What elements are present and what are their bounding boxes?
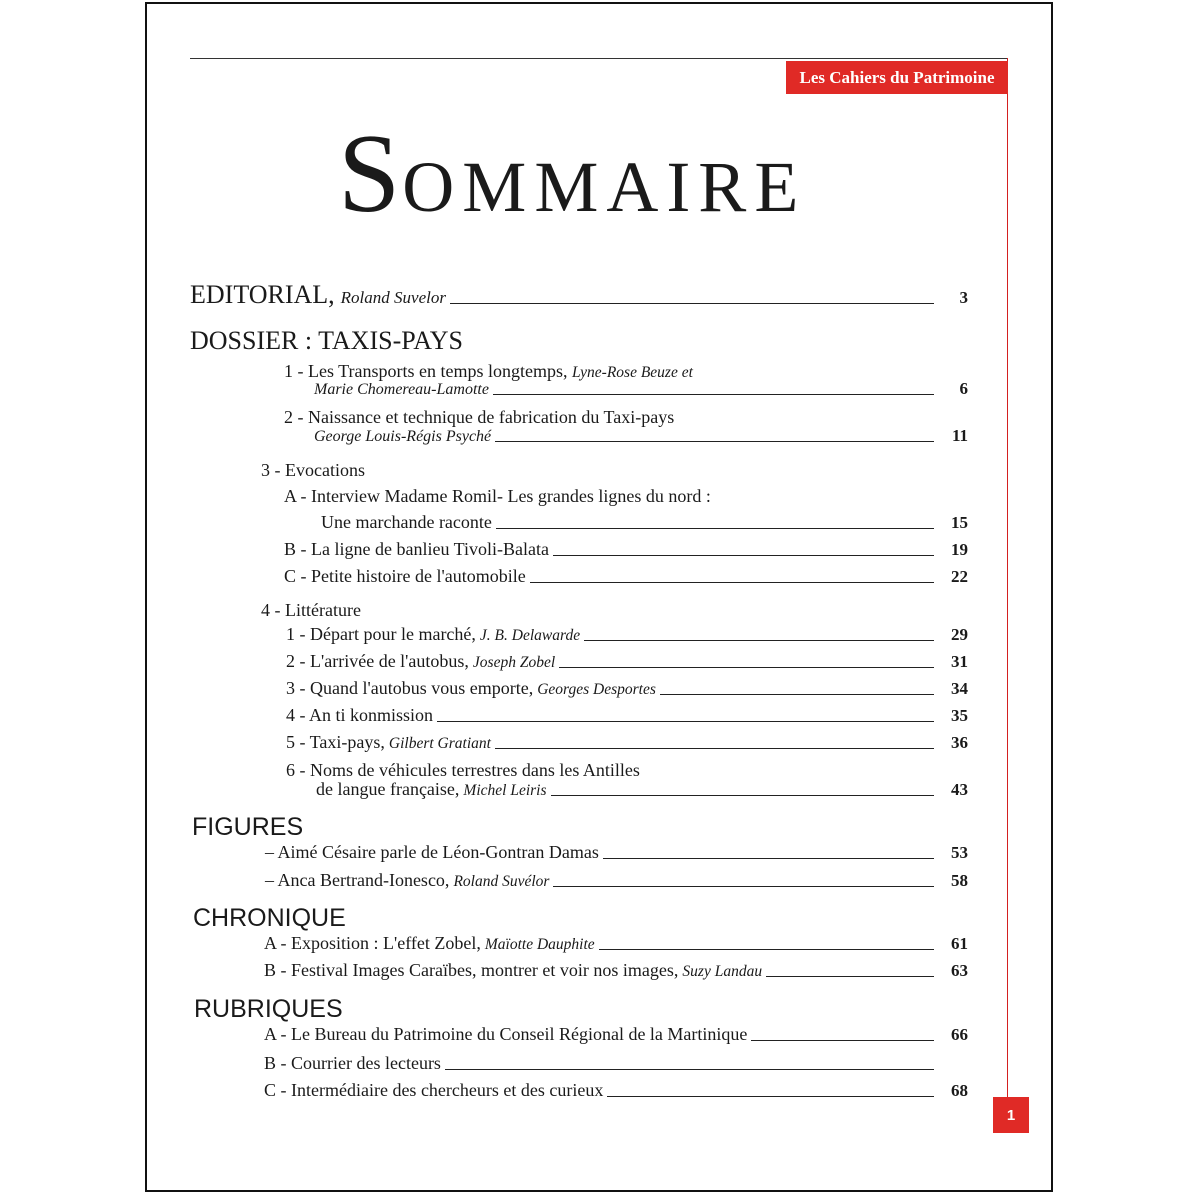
entry-author: Suzy Landau: [682, 963, 763, 980]
toc-entry-interview[interactable]: [321, 513, 968, 533]
entry-title: 1 - Départ pour le marché, J. B. Delawarde: [286, 624, 581, 644]
entry-page-number: 19: [951, 540, 968, 560]
entry-page-number: 6: [959, 379, 968, 398]
dot-leader: [607, 1096, 934, 1097]
entry-title: B - Courrier des lecteurs: [264, 1053, 441, 1073]
toc-entry-rubriques-1[interactable]: [264, 1025, 968, 1045]
entry-author: Maïotte Dauphite: [484, 936, 595, 953]
toc-entry-chronique-2[interactable]: [264, 961, 968, 981]
entry-title: 5 - Taxi-pays, Gilbert Gratiant: [286, 732, 491, 752]
entry-title: 4 - An ti konmission: [286, 705, 434, 725]
toc-entry-figures-1[interactable]: [265, 843, 968, 863]
entry-title: 2 - L'arrivée de l'autobus, Joseph Zobel: [286, 651, 556, 671]
entry-author: Joseph Zobel: [472, 654, 556, 671]
dot-leader: [445, 1069, 934, 1070]
dot-leader: [559, 667, 934, 668]
dot-leader: [496, 528, 934, 529]
entry-page-number: 3: [959, 288, 968, 308]
entry-page-number: 36: [951, 733, 968, 753]
entry-title: B - Festival Images Caraïbes, montrer et voir nos images, Suzy Landau: [264, 960, 763, 980]
entry-title: de langue française, Michel Leiris: [316, 779, 547, 799]
dot-leader: [495, 748, 934, 749]
entry-title: – Aimé Césaire parle de Léon-Gontran Damas: [265, 842, 599, 862]
dot-leader: [553, 886, 934, 887]
subsection-evocations: 3 - Evocations: [261, 460, 365, 480]
entry-author: J. B. Delawarde: [479, 627, 581, 644]
dot-leader: [603, 858, 934, 859]
entry-title: B - La ligne de banlieu Tivoli-Balata: [284, 539, 549, 559]
dot-leader: [530, 582, 934, 583]
entry-page-number: 63: [951, 961, 968, 981]
toc-entry-rubriques-2[interactable]: [264, 1054, 968, 1074]
dot-leader: [660, 694, 934, 695]
entry-title: A - Le Bureau du Patrimoine du Conseil Régional de la Martinique: [264, 1024, 748, 1044]
dot-leader: [599, 949, 934, 950]
entry-author: Marie Chomereau-Lamotte: [314, 381, 489, 399]
journal-title-badge: Les Cahiers du Patrimoine: [786, 61, 1008, 94]
entry-author: Michel Leiris: [463, 782, 547, 799]
dot-leader: [495, 441, 934, 442]
entry-author: Gilbert Gratiant: [388, 735, 491, 752]
dot-leader: [553, 555, 934, 556]
toc-entry-transports[interactable]: [314, 380, 968, 399]
toc-entry-litterature-2[interactable]: [286, 652, 968, 672]
toc-entry-naissance-line1: 2 - Naissance et technique de fabrication du Taxi-pays: [284, 407, 675, 427]
toc-entry-litterature-5[interactable]: [286, 733, 968, 753]
section-heading-dossier: DOSSIER : TAXIS-PAYS: [190, 326, 463, 355]
toc-entry-chronique-1[interactable]: [264, 934, 968, 954]
entry-title: 3 - Quand l'autobus vous emporte, Georges Desportes: [286, 678, 656, 698]
toc-entry-tivoli-balata[interactable]: [284, 540, 968, 560]
entry-title: 1 - Les Transports en temps longtemps,: [284, 361, 568, 381]
section-heading-figures: FIGURES: [192, 813, 304, 841]
entry-title: A - Exposition : L'effet Zobel, Maïotte Dauphite: [264, 933, 595, 953]
entry-page-number: 53: [951, 843, 968, 863]
toc-entry-editorial[interactable]: [190, 282, 968, 308]
entry-page-number: 34: [951, 679, 968, 699]
toc-entry-automobile[interactable]: [284, 567, 968, 587]
subsection-litterature: 4 - Littérature: [261, 600, 361, 620]
toc-entry-figures-2[interactable]: [265, 871, 968, 891]
toc-entry-litterature-6[interactable]: [316, 780, 968, 800]
toc-entry-rubriques-3[interactable]: [264, 1081, 968, 1101]
dot-leader: [493, 394, 934, 395]
toc-entry-transports-line1: [284, 362, 693, 382]
dot-leader: [584, 640, 934, 641]
entry-author: Roland Suvélor: [453, 873, 550, 890]
title-rest: OMMAIRE: [402, 147, 807, 227]
toc-entry-naissance[interactable]: [314, 427, 968, 446]
entry-page-number: 66: [951, 1025, 968, 1045]
dot-leader: [751, 1040, 934, 1041]
entry-page-number: 22: [951, 567, 968, 587]
entry-author: Lyne-Rose Beuze et: [572, 364, 693, 381]
entry-page-number: 35: [951, 706, 968, 726]
section-heading-editorial: EDITORIAL,: [190, 280, 335, 309]
entry-page-number: 29: [951, 625, 968, 645]
entry-title: C - Petite histoire de l'automobile: [284, 566, 526, 586]
entry-title: C - Intermédiaire des chercheurs et des curieux: [264, 1080, 604, 1100]
toc-entry-litterature-4[interactable]: [286, 706, 968, 726]
toc-entry-litterature-6-line1: 6 - Noms de véhicules terrestres dans les Antilles: [286, 760, 640, 780]
title-initial: S: [338, 112, 403, 236]
toc-entry-litterature-3[interactable]: [286, 679, 968, 699]
entry-page-number: 43: [951, 780, 968, 800]
entry-title: – Anca Bertrand-Ionesco, Roland Suvélor: [265, 870, 550, 890]
entry-page-number: 58: [951, 871, 968, 891]
entry-page-number: 15: [951, 513, 968, 533]
dot-leader: [551, 795, 934, 796]
entry-author: George Louis-Régis Psyché: [314, 428, 492, 446]
section-heading-chronique: CHRONIQUE: [193, 904, 346, 932]
entry-page-number: 68: [951, 1081, 968, 1101]
toc-entry-litterature-1[interactable]: [286, 625, 968, 645]
entry-title: Une marchande raconte: [321, 512, 492, 532]
entry-page-number: 31: [951, 652, 968, 672]
dot-leader: [450, 303, 934, 304]
dot-leader: [766, 976, 934, 977]
entry-author: Roland Suvelor: [340, 288, 446, 307]
entry-page-number: 61: [951, 934, 968, 954]
entry-author: Georges Desportes: [537, 681, 656, 698]
entry-page-number: 11: [951, 426, 968, 445]
entry-title: [190, 282, 446, 308]
dot-leader: [437, 721, 934, 722]
section-heading-rubriques: RUBRIQUES: [194, 995, 343, 1023]
page-number-badge: 1: [993, 1097, 1029, 1133]
toc-entry-interview-line1: A - Interview Madame Romil- Les grandes lignes du nord :: [284, 486, 711, 506]
